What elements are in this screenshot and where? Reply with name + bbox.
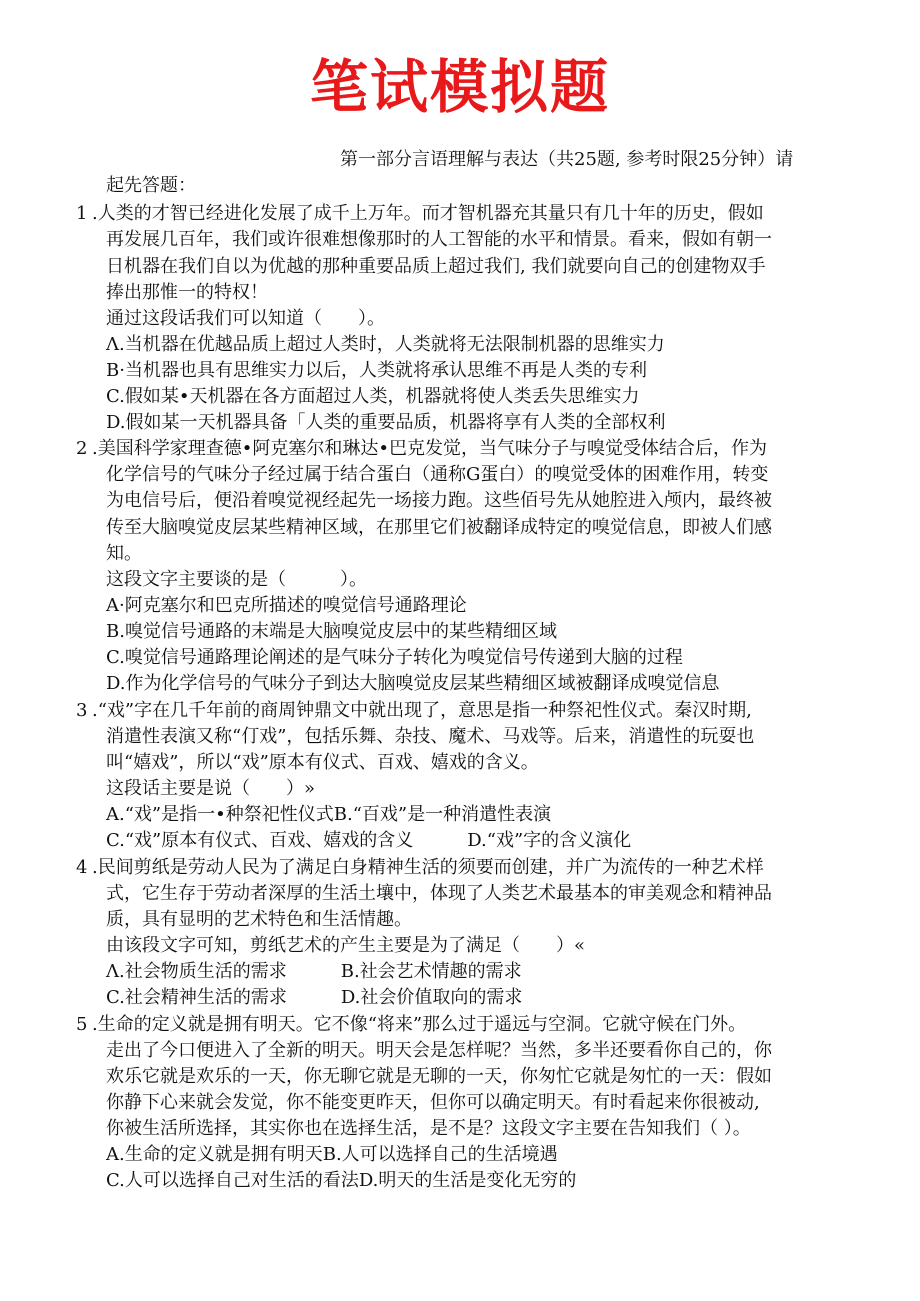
page-title: 笔试模拟题 bbox=[309, 53, 610, 121]
question-text-line: 再发展几百年，我们或许很难想像那时的人工智能的水平和情景。看来，假如有朝一 bbox=[106, 229, 772, 250]
question-text-line: 化学信号的气味分子经过属于结合蛋白（通称G蛋白）的嗅觉受体的困难作用，转变 bbox=[106, 464, 769, 485]
question-prompt: 这段话主要是说（ ）» bbox=[106, 778, 316, 799]
option-c: C.假如某•天机器在各方面超过人类，机器就将使人类丢失思维实力 bbox=[106, 386, 640, 407]
question-text-line: 日机器在我们自以为优越的那种重要品质上超过我们, 我们就要向自己的创建物双手 bbox=[106, 256, 766, 277]
question-text-line: 走出了今口便进入了全新的明天。明天会是怎样呢？当然，多半还要看你自己的，你 bbox=[106, 1040, 772, 1061]
options-cd: C.人可以选择自己对生活的看法D.明天的生活是变化无穷的 bbox=[106, 1170, 577, 1191]
option-a: Λ.当机器在优越品质上超过人类时，人类就将无法限制机器的思维实力 bbox=[106, 334, 665, 355]
question-text-line: .人类的才智已经进化发展了成千上万年。而才智机器充其量只有几十年的历史，假如 bbox=[92, 203, 764, 224]
question-text-line: 传至大脑嗅觉皮层某些精神区域，在那里它们被翻译成特定的嗅觉信息，即被人们感 bbox=[106, 517, 772, 538]
question-number: 3 bbox=[76, 700, 88, 721]
question-text-line: 欢乐它就是欢乐的一天，你无聊它就是无聊的一天，你匆忙它就是匆忙的一天：假如 bbox=[106, 1066, 772, 1087]
question-text-line: 质，具有显明的艺术特色和生活情趣。 bbox=[106, 909, 412, 930]
question-number: 2 bbox=[76, 438, 88, 459]
question-text-line: .美国科学家理查德•阿克塞尔和琳达•巴克发觉，当气味分子与嗅觉受体结合后，作为 bbox=[92, 438, 767, 459]
intro-line: 第一部分言语理解与表达（共25题, 参考时限25分钟）请 bbox=[340, 149, 794, 170]
question-prompt: 由该段文字可知，剪纸艺术的产生主要是为了满足（ ）« bbox=[106, 935, 586, 956]
option-b: B·当机器也具有思维实力以后，人类就将承认思维不再是人类的专利 bbox=[106, 360, 647, 381]
question-text-line: .生命的定义就是拥有明天。它不像“将来”那么过于遥远与空洞。它就守候在门外。 bbox=[92, 1014, 747, 1035]
options-ab: A.生命的定义就是拥有明天B.人可以选择自己的生活境遇 bbox=[106, 1144, 558, 1165]
question-prompt: 这段文字主要谈的是（ ）。 bbox=[106, 569, 367, 590]
options-cd: C.“戏”原本有仪式、百戏、嬉戏的含义 D.“戏”字的含义演化 bbox=[106, 830, 632, 851]
options-cd: C.社会精神生活的需求 D.社会价值取向的需求 bbox=[106, 987, 523, 1008]
question-number: 4 bbox=[76, 857, 88, 878]
question-text-line: 叫“嬉戏”，所以“戏”原本有仪式、百戏、嬉戏的含义。 bbox=[106, 752, 539, 773]
option-a: A·阿克塞尔和巴克所描述的嗅觉信号通路理论 bbox=[106, 595, 467, 616]
option-d: D.作为化学信号的气味分子到达大脑嗅觉皮层某些精细区域被翻译成嗅觉信息 bbox=[106, 673, 720, 694]
option-c: C.嗅觉信号通路理论阐述的是气味分子转化为嗅觉信号传递到大脑的过程 bbox=[106, 647, 683, 668]
options-ab: A.“戏”是指一•种祭祀性仪式B.“百戏”是一种消遣性表演 bbox=[106, 804, 552, 825]
options-ab: Λ.社会物质生活的需求 B.社会艺术情趣的需求 bbox=[106, 961, 522, 982]
question-text-line: 你静下心来就会发觉，你不能变更昨天，但你可以确定明天。有时看起来你很被动, bbox=[106, 1092, 760, 1113]
question-text-line: 捧出那惟一的特权！ bbox=[106, 282, 268, 303]
question-number: 5 bbox=[76, 1014, 88, 1035]
question-prompt: 通过这段话我们可以知道（ ）。 bbox=[106, 308, 385, 329]
question-text-line: 为电信号后，便沿着嗅觉视经起先一场接力跑。这些佰号先从她腔进入颅内，最终被 bbox=[106, 490, 772, 511]
option-d: D.假如某一天机器具备「人类的重要品质，机器将享有人类的全部权利 bbox=[106, 412, 666, 433]
question-text-line: 知。 bbox=[106, 543, 142, 564]
question-number: 1 bbox=[76, 203, 88, 224]
question-text-line: .民间剪纸是劳动人民为了满足白身精神生活的须要而创建，并广为流传的一种艺术样 bbox=[92, 857, 764, 878]
question-text-line: 你被生活所选择，其实你也在选择生活，是不是？这段文字主要在告知我们（ ）。 bbox=[106, 1118, 751, 1139]
option-b: B.嗅觉信号通路的末端是大脑嗅觉皮层中的某些精细区域 bbox=[106, 621, 557, 642]
question-text-line: 式，它生存于劳动者深厚的生活土壤中，体现了人类艺术最基本的审美观念和精神品 bbox=[106, 883, 772, 904]
question-text-line: .“戏”字在几千年前的商周钟鼎文中就出现了，意思是指一种祭祀性仪式。秦汉时期, bbox=[92, 700, 752, 721]
question-text-line: 消遣性表演又称“仃戏”，包括乐舞、杂技、魔术、马戏等。后来，消遣性的玩耍也 bbox=[106, 726, 755, 747]
intro-line: 起先答题： bbox=[106, 175, 196, 196]
